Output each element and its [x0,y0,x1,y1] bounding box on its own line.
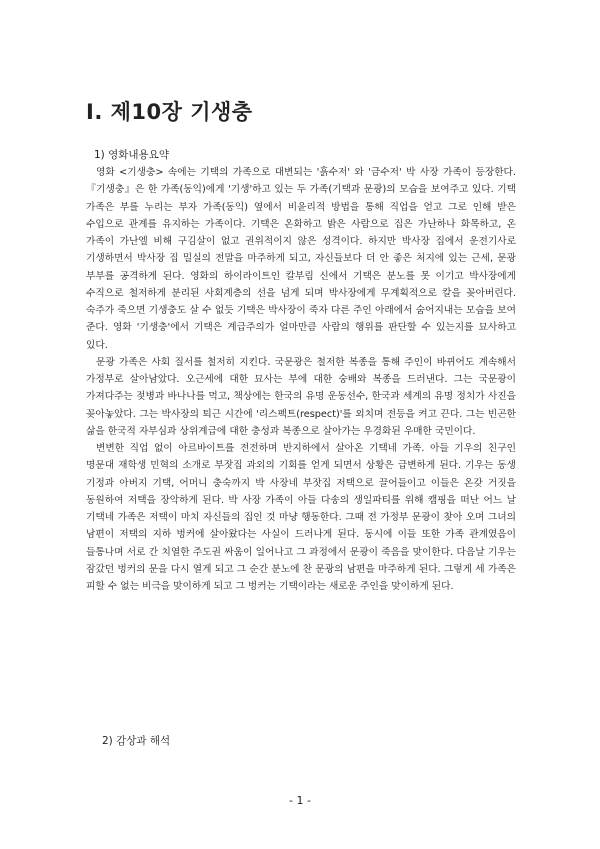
page-number: - 1 - [289,794,311,807]
section-heading-summary: 1) 영화내용요약 [94,149,169,161]
paragraph: 변변한 직업 없이 아르바이트를 전전하며 반지하에서 살아온 기택네 가족. 아들 기우의 친구인 명문대 재학생 민혁의 소개로 부잣집 과외의 기회를 얻게 되면서 상황은 급변하게 된다. 기우는 동생 기정과 아버지 기택, 어머니 충숙까지 박 사장네 부잣집 저택으로 끌어들이고 이들은 온갖 거짓을 동원하여 저택을 장악하게 된다. 박 사장 가족이 아들 다송의 생일파티를 위해 캠핑을 떠난 어느 날 기택네 가족은 저택이 마치 자신들의 집인 것 마냥 행동한다. 그때 전 가정부 문광이 찾아 오며 그녀의 남편이 저택의 지하 벙커에 살아왔다는 사실이 드러나게 된다. 동시에 이들 또한 가족 관계였음이 들통나며 서로 간 치열한 주도권 싸움이 일어나고 그 과정에서 문광이 죽음을 맞이한다. 다음날 기우는 잠갔던 벙커의 문을 다시 열게 되고 그 순간 분노에 찬 문광의 남편을 마주하게 된다. 그렇게 세 가족은 피할 수 없는 비극을 맞이하게 되고 그 벙커는 기택이라는 새로운 주인을 맞이하게 된다. [86,443,516,592]
paragraph: 영화 <기생충> 속에는 기택의 가족으로 대변되는 '흙수저' 와 '금수저' 박 사장 가족이 등장한다. 『기생충』은 한 가족(동익)에게 '기생'하고 있는 두 가족(기택과 문광)의 모습을 보여주고 있다. 기택 가족은 부를 누리는 부자 가족(동익) 옆에서 비윤리적 방법을 통해 직업을 얻고 그로 인해 받은 수입으로 관계를 유지하는 가족이다. 기택은 온화하고 밝은 사람으로 집은 가난하나 화목하고, 온 가족이 가난엘 비해 구김살이 없고 권위적이지 않은 성격이다. 하지만 박사장 집에서 운전기사로 기생하면서 박사장 집 밀실의 전말을 마주하게 되고, 자신들보다 더 안 좋은 처지에 있는 근세, 문광 부부를 공격하게 된다. 영화의 하이라이트인 칼부림 신에서 기택은 분노를 못 이기고 박사장에게 수직으로 철저하게 분리된 사회계층의 선을 넘게 되며 박사장에게 무계획적으로 칼을 꽂아버린다. 숙주가 죽으면 기생충도 살 수 없듯 기택은 박사장이 죽자 다른 주인 아래에서 숨어지내는 모습을 보여 준다. 영화 '기생충'에서 기택은 계급주의가 얼마만큼 사람의 행위를 판단할 수 있는지를 묘사하고 있다. [86,167,516,351]
section-heading-analysis: 2) 감상과 해석 [102,735,171,747]
section-analysis [94,734,524,750]
chapter-title: I. 제10장 기생충 [86,100,253,124]
section-summary [86,148,516,595]
paragraph: 문광 가족은 사회 질서를 철저히 지킨다. 국문광은 철저한 복종을 통해 주인이 바뀌어도 계속해서 가정부로 살아남았다. 오근세에 대한 묘사는 부에 대한 숭배와 복종을 드러낸다. 그는 국문광이 가져다주는 젖병과 바나나를 먹고, 책상에는 한국의 유명 운동선수, 한국과 세계의 유명 정치가 사진을 꽂아놓았다. 그는 박사장의 퇴근 시간에 '리스펙트(respect)'를 외치며 전등을 켜고 끈다. 그는 빈곤한 삶을 한국적 자부심과 상위계급에 대한 충성과 복종으로 살아가는 우경화된 우매한 국민이다. [86,356,516,437]
